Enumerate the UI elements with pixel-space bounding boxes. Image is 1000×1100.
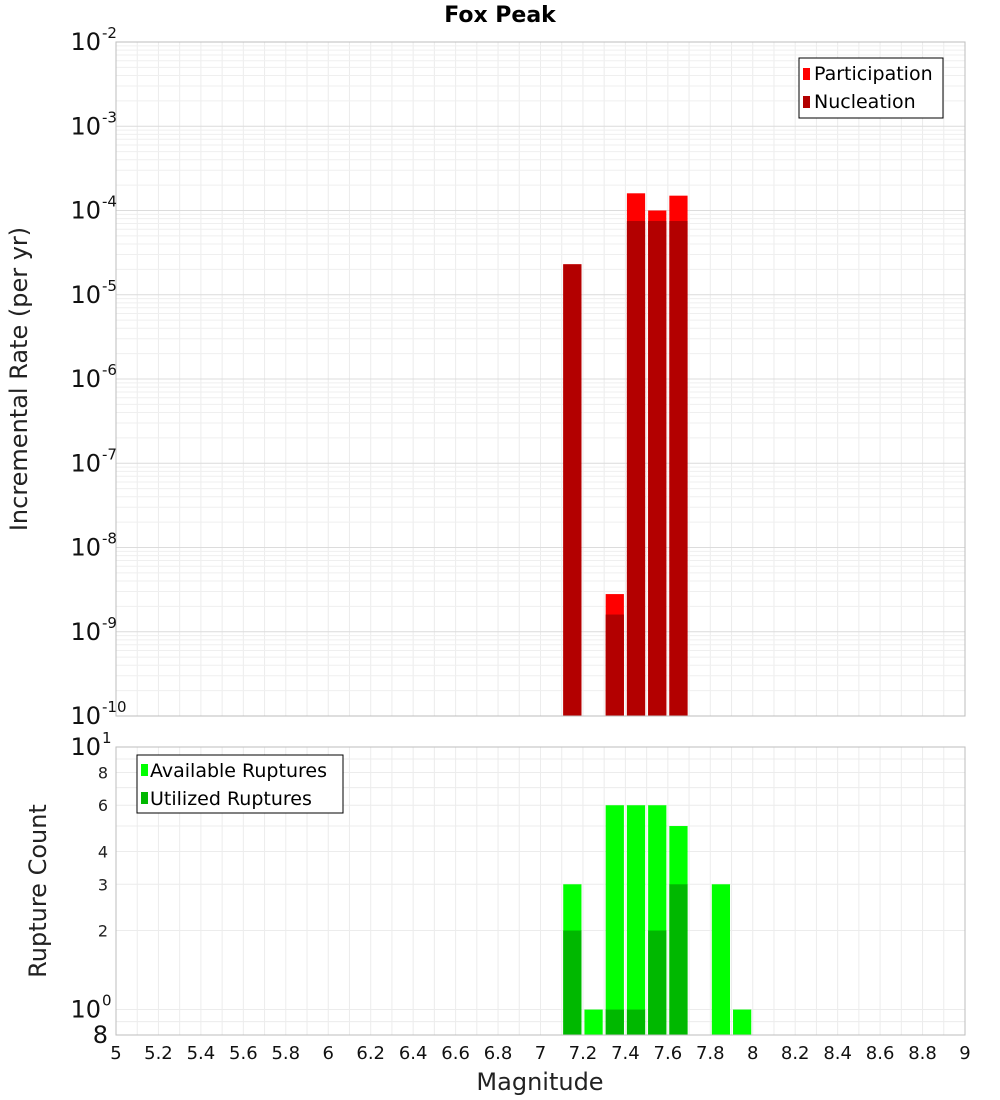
top-y-tick-label [70,698,126,730]
x-axis-label: Magnitude [476,1068,604,1096]
bar-available-ruptures [606,805,624,1035]
top-y-tick-label-exponent: -3 [102,108,117,127]
bar-available-ruptures [584,1010,602,1035]
bottom-y-minor-label: 2 [97,921,108,941]
bottom-y-tick-labels [70,729,111,1049]
top-y-tick-label-base: 10 [70,449,101,478]
top-legend [799,58,943,118]
top-y-tick-label-exponent: -9 [102,613,117,632]
x-tick-label: 7.2 [568,1043,598,1064]
bar-available-ruptures [712,884,730,1035]
bar-available-ruptures [733,1010,751,1035]
bottom-y-tick-label-exponent: 0 [102,991,112,1010]
bar-utilized-ruptures [627,1010,645,1035]
legend-swatch-participation [803,68,810,80]
legend-swatch-utilized-ruptures [141,792,148,804]
top-y-tick-label [70,614,117,646]
x-tick-label: 8.2 [780,1043,810,1064]
x-tick-label: 6.8 [483,1043,513,1064]
bottom-y-tick-label [70,992,111,1024]
top-y-tick-label-base: 10 [70,702,101,730]
top-y-tick-label-base: 10 [70,280,101,309]
x-tick-label: 5 [110,1043,122,1064]
x-tick-label: 9 [959,1043,971,1064]
bottom-y-minor-label: 8 [92,1021,108,1049]
top-y-tick-label [70,361,117,393]
x-tick-label: 5.2 [144,1043,173,1064]
legend-label-nucleation: Nucleation [814,91,916,113]
top-y-axis-label: Incremental Rate (per yr) [5,226,33,532]
x-tick-label: 7 [534,1043,547,1064]
bar-utilized-ruptures [606,1010,624,1035]
bar-nucleation [563,264,581,716]
bar-utilized-ruptures [563,931,581,1035]
x-tick-label: 5.4 [186,1043,216,1064]
top-y-tick-label-exponent: -2 [102,24,117,42]
top-y-tick-label [70,530,117,562]
bottom-y-tick-label [70,729,111,761]
x-tick-label: 5.6 [229,1043,258,1064]
top-y-tick-label-exponent: -6 [102,361,117,379]
legend-label-available-ruptures: Available Ruptures [150,760,327,782]
top-y-tick-label [70,193,117,225]
top-y-tick-label [70,277,117,309]
x-axis-tick-labels [110,1043,970,1064]
x-tick-label: 8.6 [865,1043,895,1064]
bottom-y-minor-label: 3 [97,875,108,895]
bar-available-ruptures [627,805,645,1035]
legend-label-participation: Participation [814,63,933,85]
bottom-y-minor-label: 4 [97,842,108,862]
legend-swatch-nucleation [803,96,810,108]
legend-swatch-available-ruptures [141,764,148,776]
bar-nucleation [627,221,645,716]
bottom-y-tick-label-base: 10 [70,733,101,761]
bar-utilized-ruptures [648,931,666,1035]
bottom-legend [137,755,343,813]
top-y-tick-label-exponent: -8 [102,529,117,548]
bar-nucleation [669,221,687,716]
top-y-tick-label-base: 10 [70,28,101,56]
x-tick-label: 7.4 [611,1043,640,1064]
top-y-tick-label [70,108,117,140]
x-tick-label: 6.4 [398,1043,428,1064]
x-tick-label: 6 [322,1043,334,1064]
top-plot-panel [5,24,965,730]
bar-nucleation [648,221,666,716]
x-tick-label: 8 [747,1043,759,1064]
bar-nucleation [606,615,624,716]
x-tick-label: 7.8 [695,1043,725,1064]
top-y-tick-label-base: 10 [70,196,101,225]
chart-title: Fox Peak [444,3,556,28]
top-gridlines [116,42,965,716]
x-tick-label: 8.4 [823,1043,852,1064]
top-y-tick-label-base: 10 [70,533,101,562]
top-y-tick-label [70,445,117,477]
top-y-tick-label-base: 10 [70,617,101,646]
legend-label-utilized-ruptures: Utilized Ruptures [150,788,312,810]
bottom-plot-panel [24,729,965,1049]
x-tick-label: 6.6 [441,1043,470,1064]
bottom-y-minor-label: 6 [97,796,108,816]
bottom-y-minor-label: 8 [97,763,108,783]
top-y-tick-label-exponent: -7 [102,445,117,464]
bottom-bars [563,805,751,1035]
bar-utilized-ruptures [669,884,687,1035]
bottom-y-tick-label-base: 10 [70,995,101,1024]
x-tick-label: 8.8 [908,1043,937,1064]
top-y-tick-label-exponent: -5 [102,276,117,295]
top-y-tick-label-exponent: -10 [102,698,127,716]
top-y-tick-label-exponent: -4 [102,192,117,211]
x-tick-label: 7.6 [653,1043,683,1064]
x-tick-label: 5.8 [271,1043,301,1064]
bottom-y-tick-label-exponent: 1 [102,729,112,747]
top-y-tick-label-base: 10 [70,365,101,393]
top-y-tick-label [70,24,117,56]
top-y-tick-label-base: 10 [70,112,101,141]
bottom-y-axis-label: Rupture Count [24,804,52,978]
x-tick-label: 6.2 [356,1043,386,1064]
